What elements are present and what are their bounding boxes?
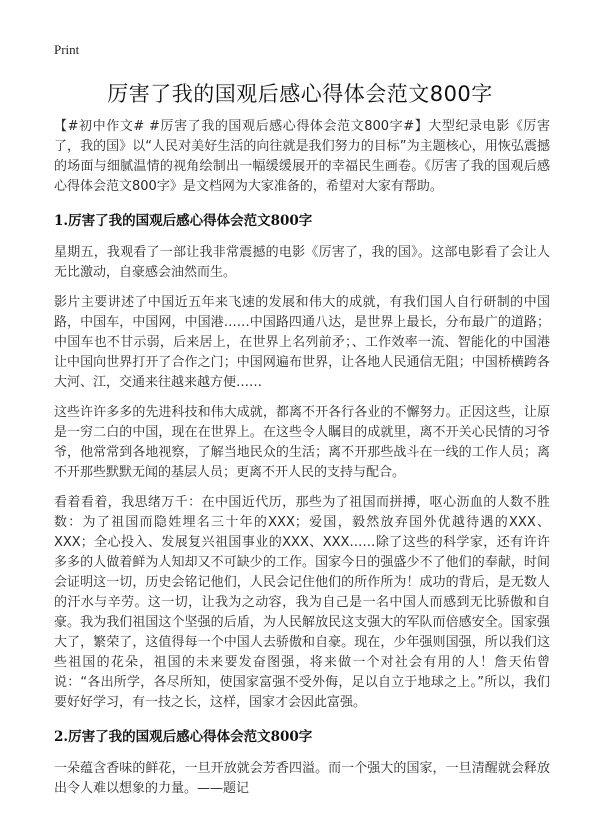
article-body xyxy=(54,117,550,809)
intro-paragraph: 【#初中作文# #厉害了我的国观后感心得体会范文800字#】大型纪录电影《厉害了，我的国》以“人民对美好生活的向往就是我们努力的目标”为主题核心，用恢弘震撼的场面与细腻温情的视角绘制出一幅缓缓展开的幸福民生画卷。《厉害了我的国观后感心得体会范文800字》是文档网为大家准备的，希望对大家有帮助。 xyxy=(54,119,550,194)
section-1-paragraph-2: 影片主要讲述了中国近五年来飞速的发展和伟大的成就，有我们国人自行研制的中国路，中国车，中国网，中国港……中国路四通八达，是世界上最长，分布最广的道路；中国车也不甘示弱，后来居上，在世界上名列前矛；、工作效率一流、智能化的中国港让中国向世界打开了合作之门；中国网遍布世界，让各地人民通信无阻；中国桥横跨各大河、江，交通来往越来越方便…… xyxy=(54,295,550,390)
section-2-heading: 2.厉害了我的国观后感心得体会范文800字 xyxy=(54,729,313,745)
section-2-paragraph-1: 一朵蕴含香味的鲜花，一旦开放就会芳香四溢。而一个强大的国家，一旦清醒就会释放出令人难以想象的力量。——题记 xyxy=(54,761,550,796)
page-title: 厉害了我的国观后感心得体会范文800字 xyxy=(107,82,493,106)
section-1-paragraph-3: 这些许许多多的先进科技和伟大成就，都离不开各行各业的不懈努力。正因这些，让原是一穷二白的中国，现在在世界上。在这些令人瞩目的成就里，离不开关心民情的习爷爷，他常常到各地视察，了解当地民众的生活；离不开那些战斗在一线的工作人员；离不开那些默默无闻的基层人员；更离不开人民的支持与配合。 xyxy=(54,405,550,480)
section-1-heading: 1.厉害了我的国观后感心得体会范文800字 xyxy=(54,213,313,229)
section-1-paragraph-1: 星期五，我观看了一部让我非常震撼的电影《厉害了，我的国》。这部电影看了会让人无比激动，自豪感会油然而生。 xyxy=(54,245,550,280)
section-1-paragraph-4: 看着看着，我思绪万千：在中国近代历，那些为了祖国而拼搏，呕心沥血的人数不胜数：为了祖国而隐姓埋名三十年的XXX；爱国，毅然放弃国外优越待遇的XXX、XXX；全心投入、发展复兴祖国事业的XXX、XXX……除了这些的科学家，还有许许多多的人做着鲜为人知却又不可缺少的工作。国家今日的强盛少不了他们的奉献，时间会证明这一切，历史会铭记他们，人民会记住他们的所作所为！成功的背后，是无数人的汗水与辛劳。这一切，让我为之动容，我为自己是一名中国人而感到无比骄傲和自豪。我为我们祖国这个坚强的后盾，为人民解放民这支强大的军队而倍感安全。国家强大了，繁荣了，这值得每一个中国人去骄傲和自豪。现在，少年强则国强，所以我们这些祖国的花朵，祖国的未来要发奋图强，将来做一个对社会有用的人！詹天佑曾说：“各出所学，各尽所知，使国家富强不受外侮，足以自立于地球之上。”所以，我们要好好学习，有一技之长，这样，国家才会因此富强。 xyxy=(54,495,550,710)
print-link[interactable]: Print xyxy=(54,42,80,57)
